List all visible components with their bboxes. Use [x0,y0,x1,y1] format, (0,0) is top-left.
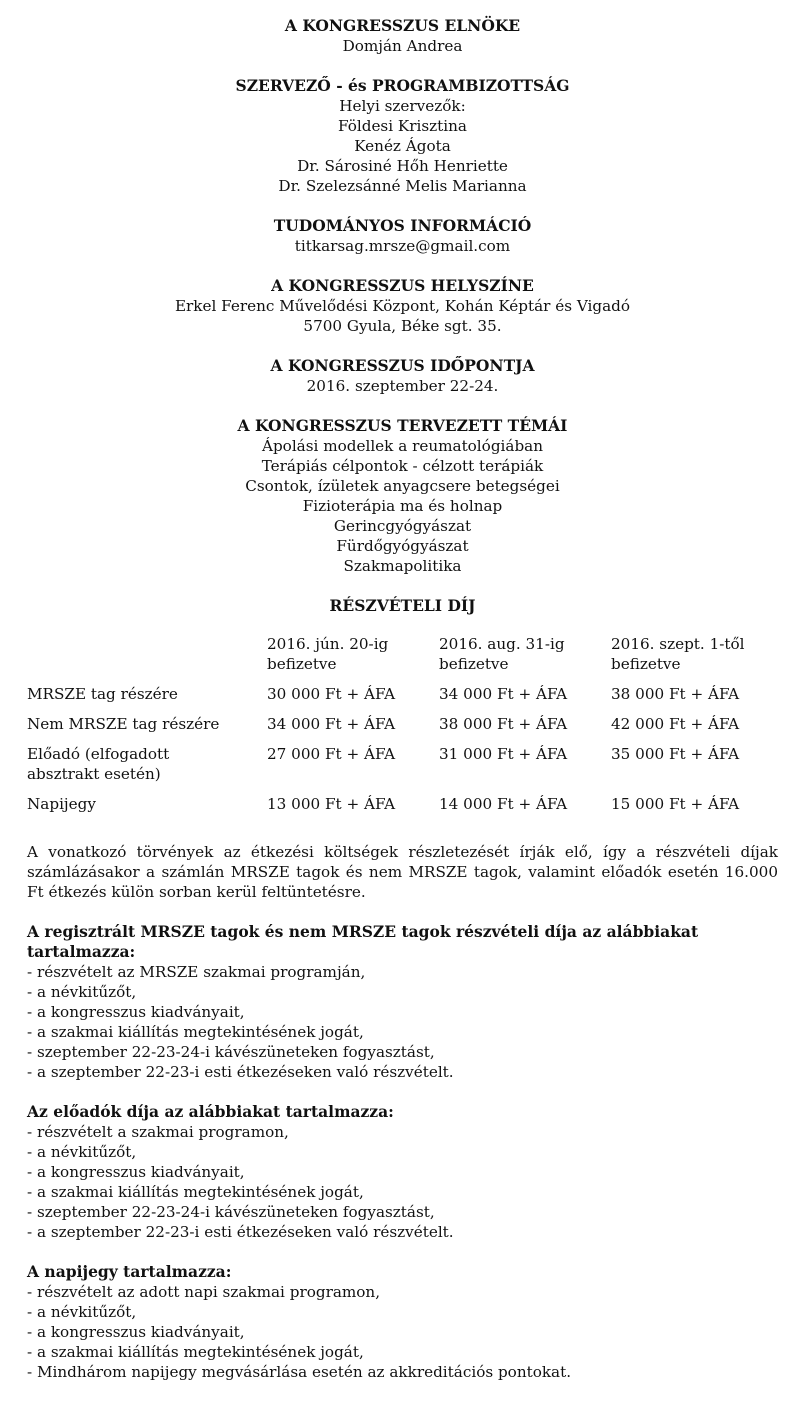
row-label: Előadó (elfogadott absztrakt esetén) [27,745,170,783]
registered-list [27,962,778,1082]
fee-cell: 38 000 Ft + ÁFA [439,715,568,733]
topic-item: Fürdőgyógyászat [336,537,469,555]
table-row [27,744,779,794]
venue-line: 5700 Gyula, Béke sgt. 35. [303,317,502,335]
fee-cell: 31 000 Ft + ÁFA [439,745,568,763]
list-item: - részvételt az adott napi szakmai programon, [27,1283,381,1301]
date-value: 2016. szeptember 22-24. [306,377,499,395]
committee-heading: SZERVEZŐ - és PROGRAMBIZOTTSÁG [235,76,570,95]
column-sub: befizetve [267,655,337,673]
scientific-heading: TUDOMÁNYOS INFORMÁCIÓ [273,216,532,235]
registered-heading: A regisztrált MRSZE tagok és nem MRSZE tagok részvételi díja az alábbiakat tartalmazza: [27,922,699,961]
column-date: 2016. jún. 20-ig [267,635,389,653]
speakers-list [27,1122,778,1242]
topic-item: Gerincgyógyászat [333,517,472,535]
fees-column-header [611,634,779,684]
list-item: - a szakmai kiállítás megtekintésének jogát, [27,1023,364,1041]
topics-heading: A KONGRESSZUS TERVEZETT TÉMÁI [237,416,568,435]
fees-table [27,634,779,824]
list-item: - a névkitűzőt, [27,1303,137,1321]
topic-item: Ápolási modellek a reumatológiában [261,437,544,455]
table-row [27,714,779,744]
column-sub: befizetve [439,655,509,673]
list-item: - a szakmai kiállítás megtekintésének jogát, [27,1183,364,1201]
list-item: - szeptember 22-23-24-i kávészüneteken fogyasztást, [27,1043,435,1061]
committee-subheading: Helyi szervezők: [339,97,466,115]
fee-cell: 38 000 Ft + ÁFA [611,685,740,703]
topics-section [27,416,778,576]
list-item: - a szakmai kiállítás megtekintésének jogát, [27,1343,364,1361]
table-row [27,794,779,824]
fees-header-empty [27,634,267,684]
list-item: - a kongresszus kiadványait, [27,1163,245,1181]
venue-line: Erkel Ferenc Művelődési Központ, Kohán Képtár és Vigadó [174,297,631,315]
topic-item: Szakmapolitika [343,557,462,575]
list-item: - a névkitűzőt, [27,1143,137,1161]
committee-section [27,76,778,196]
column-date: 2016. aug. 31-ig [439,635,565,653]
list-item: - a szeptember 22-23-i esti étkezéseken való részvételt. [27,1063,454,1081]
fee-cell: 42 000 Ft + ÁFA [611,715,740,733]
list-item: - részvételt az MRSZE szakmai programján, [27,963,366,981]
fees-header-row [27,634,779,684]
fee-cell: 13 000 Ft + ÁFA [267,795,396,813]
venue-heading: A KONGRESSZUS HELYSZÍNE [271,276,534,295]
row-label: MRSZE tag részére [27,685,178,703]
row-label: Nem MRSZE tag részére [27,715,220,733]
column-sub: befizetve [611,655,681,673]
fees-note: A vonatkozó törvények az étkezési költségek részletezését írják elő, így a részvételi díjak számlázásakor a számlán MRSZE tagok és nem MRSZE tagok, valamint előadók esetén 16.000 Ft étkezés külön sorban kerül feltüntetésre. [27,843,778,901]
president-name: Domján Andrea [342,37,463,55]
speakers-section [27,1102,778,1242]
fees-title-wrap [27,596,778,616]
topic-item: Fizioterápia ma és holnap [302,497,503,515]
fee-cell: 15 000 Ft + ÁFA [611,795,740,813]
fees-column-header [267,634,439,684]
fee-cell: 34 000 Ft + ÁFA [267,715,396,733]
registered-section [27,922,778,1082]
list-item: - a kongresszus kiadványait, [27,1323,245,1341]
table-row [27,684,779,714]
dayticket-heading: A napijegy tartalmazza: [27,1262,232,1281]
committee-member: Földesi Krisztina [338,117,467,135]
contact-email: titkarsag.mrsze@gmail.com [294,237,511,255]
venue-section [27,276,778,336]
column-date: 2016. szept. 1-től [611,635,745,653]
committee-member: Dr. Sárosiné Hőh Henriette [297,157,508,175]
president-section [27,16,778,56]
fee-cell: 27 000 Ft + ÁFA [267,745,396,763]
fee-cell: 35 000 Ft + ÁFA [611,745,740,763]
list-item: - részvételt a szakmai programon, [27,1123,289,1141]
fees-column-header [439,634,611,684]
list-item: - a kongresszus kiadványait, [27,1003,245,1021]
committee-member: Dr. Szelezsánné Melis Marianna [278,177,527,195]
dayticket-list [27,1282,778,1382]
fees-heading: RÉSZVÉTELI DÍJ [329,596,476,615]
topic-item: Csontok, ízületek anyagcsere betegségei [245,477,560,495]
president-heading: A KONGRESSZUS ELNÖKE [284,16,521,35]
topic-item: Terápiás célpontok - célzott terápiák [261,457,544,475]
list-item: - a szeptember 22-23-i esti étkezéseken való részvételt. [27,1223,454,1241]
date-section [27,356,778,396]
row-label: Napijegy [27,795,96,813]
committee-member: Kenéz Ágota [354,137,451,155]
fee-cell: 30 000 Ft + ÁFA [267,685,396,703]
scientific-section [27,216,778,256]
list-item: - a névkitűzőt, [27,983,137,1001]
fee-cell: 14 000 Ft + ÁFA [439,795,568,813]
dayticket-section [27,1262,778,1382]
fee-cell: 34 000 Ft + ÁFA [439,685,568,703]
date-heading: A KONGRESSZUS IDŐPONTJA [270,356,535,375]
list-item: - Mindhárom napijegy megvásárlása esetén az akkreditációs pontokat. [27,1363,572,1381]
speakers-heading: Az előadók díja az alábbiakat tartalmazza: [27,1102,394,1121]
list-item: - szeptember 22-23-24-i kávészüneteken fogyasztást, [27,1203,435,1221]
